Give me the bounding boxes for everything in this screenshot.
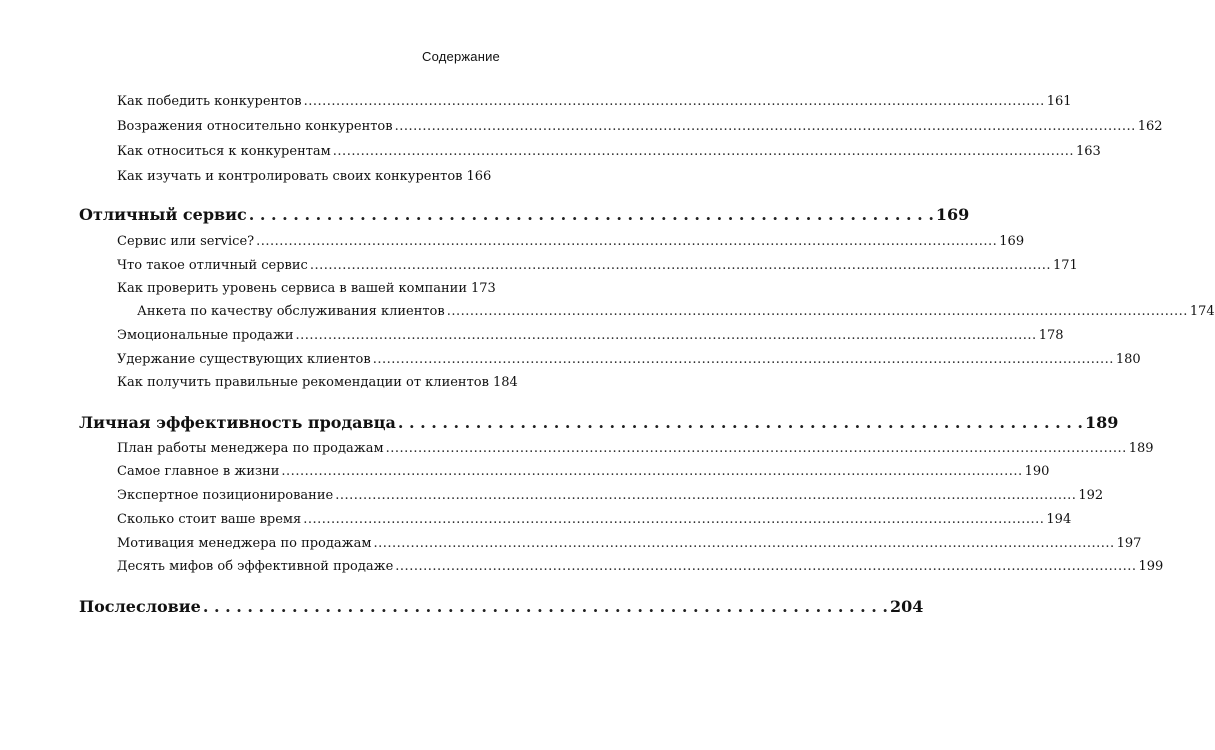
toc-entry[interactable]: [117, 558, 1164, 576]
toc-entry-page: 162: [1137, 119, 1163, 134]
toc-entry-page: 174: [1189, 304, 1215, 319]
dot-leader: [447, 303, 1188, 321]
toc-entry-title: Мотивация менеджера по продажам: [117, 536, 372, 551]
toc-section-afterword[interactable]: [79, 596, 924, 618]
toc-section-service[interactable]: [79, 204, 970, 226]
dot-leader: [203, 596, 888, 618]
dot-leader: [395, 118, 1136, 136]
toc-entry[interactable]: [117, 93, 1072, 111]
toc-entry[interactable]: [117, 511, 1072, 529]
toc-entry-page: 190: [1024, 464, 1050, 479]
toc-entry-title: Экспертное позиционирование: [117, 488, 334, 503]
dot-leader: [395, 558, 1136, 576]
toc-entry[interactable]: [117, 143, 1101, 161]
toc-entry-page: 171: [1053, 258, 1078, 273]
toc-entry-title: Возражения относительно конкурентов: [117, 119, 393, 134]
toc-entry-page: 178: [1038, 328, 1064, 343]
toc-entry[interactable]: [117, 257, 1078, 275]
toc-entry-title: Эмоциональные продажи: [117, 328, 294, 343]
dot-leader: [296, 327, 1037, 345]
toc-entry-page: 169: [999, 234, 1025, 249]
dot-leader: [373, 535, 1114, 553]
toc-entry-title: Десять мифов об эффективной продаже: [117, 559, 394, 574]
toc-entry-title: Удержание существующих клиентов: [117, 352, 371, 367]
toc-subentry[interactable]: [137, 303, 1215, 321]
dot-leader: [303, 511, 1044, 529]
toc-entry-title: Как получить правильные рекомендации от клиентов: [117, 375, 489, 390]
toc-entry[interactable]: [117, 463, 1050, 481]
toc-entry-page: 194: [1046, 512, 1072, 527]
dot-leader: [310, 257, 1051, 275]
toc-entry-title: Как изучать и контролировать своих конкурентов: [117, 169, 463, 184]
toc-section-title: Послесловие: [79, 597, 201, 616]
toc-entry[interactable]: [117, 440, 1154, 458]
toc-entry-page: 161: [1046, 94, 1072, 109]
toc-entry-title: Как относиться к конкурентам: [117, 144, 331, 159]
toc-entry-page: 166: [466, 169, 492, 184]
toc-entry-page: 189: [1128, 441, 1154, 456]
toc-entry-page: 197: [1116, 536, 1142, 551]
toc-entry-title: План работы менеджера по продажам: [117, 441, 384, 456]
toc-entry[interactable]: [117, 118, 1163, 136]
dot-leader: [373, 351, 1114, 369]
dot-leader: [281, 463, 1022, 481]
toc-section-title: Отличный сервис: [79, 205, 247, 224]
toc-entry[interactable]: [117, 327, 1064, 345]
toc-entry-page: 163: [1075, 144, 1101, 159]
toc-section-page: 169: [935, 205, 970, 224]
toc-entry[interactable]: [117, 535, 1142, 553]
toc-entry-page: 184: [492, 375, 518, 390]
toc-entry-page: 192: [1078, 488, 1104, 503]
toc-entry-title: Как победить конкурентов: [117, 94, 302, 109]
toc-entry[interactable]: [117, 351, 1141, 369]
toc-entry-title: Самое главное в жизни: [117, 464, 280, 479]
dot-leader: [398, 412, 1083, 434]
dot-leader: [386, 440, 1127, 458]
toc-entry-page: 173: [470, 281, 496, 296]
dot-leader: [304, 93, 1045, 111]
toc-entry[interactable]: [117, 487, 1104, 505]
toc-section-efficiency[interactable]: [79, 412, 1119, 434]
toc-entry[interactable]: [117, 374, 518, 392]
dot-leader: [333, 143, 1074, 161]
toc-entry[interactable]: [117, 233, 1025, 251]
toc-entry[interactable]: [117, 280, 496, 298]
dot-leader: [335, 487, 1076, 505]
toc-entry-page: 180: [1115, 352, 1141, 367]
toc-entry-title: Сервис или service?: [117, 234, 255, 249]
dot-leader: [256, 233, 997, 251]
toc-entry-page: 199: [1138, 559, 1164, 574]
toc-entry-title: Что такое отличный сервис: [117, 258, 308, 273]
toc-entry-title: Сколько стоит ваше время: [117, 512, 302, 527]
toc-section-title: Личная эффективность продавца: [79, 413, 396, 432]
toc-section-page: 189: [1084, 413, 1119, 432]
toc-entry-title: Анкета по качеству обслуживания клиентов: [137, 304, 445, 319]
dot-leader: [249, 204, 934, 226]
running-header-title: Содержание: [422, 49, 500, 64]
toc-entry-title: Как проверить уровень сервиса в вашей компании: [117, 281, 467, 296]
toc-section-page: 204: [890, 597, 924, 616]
toc-entry[interactable]: [117, 168, 492, 186]
